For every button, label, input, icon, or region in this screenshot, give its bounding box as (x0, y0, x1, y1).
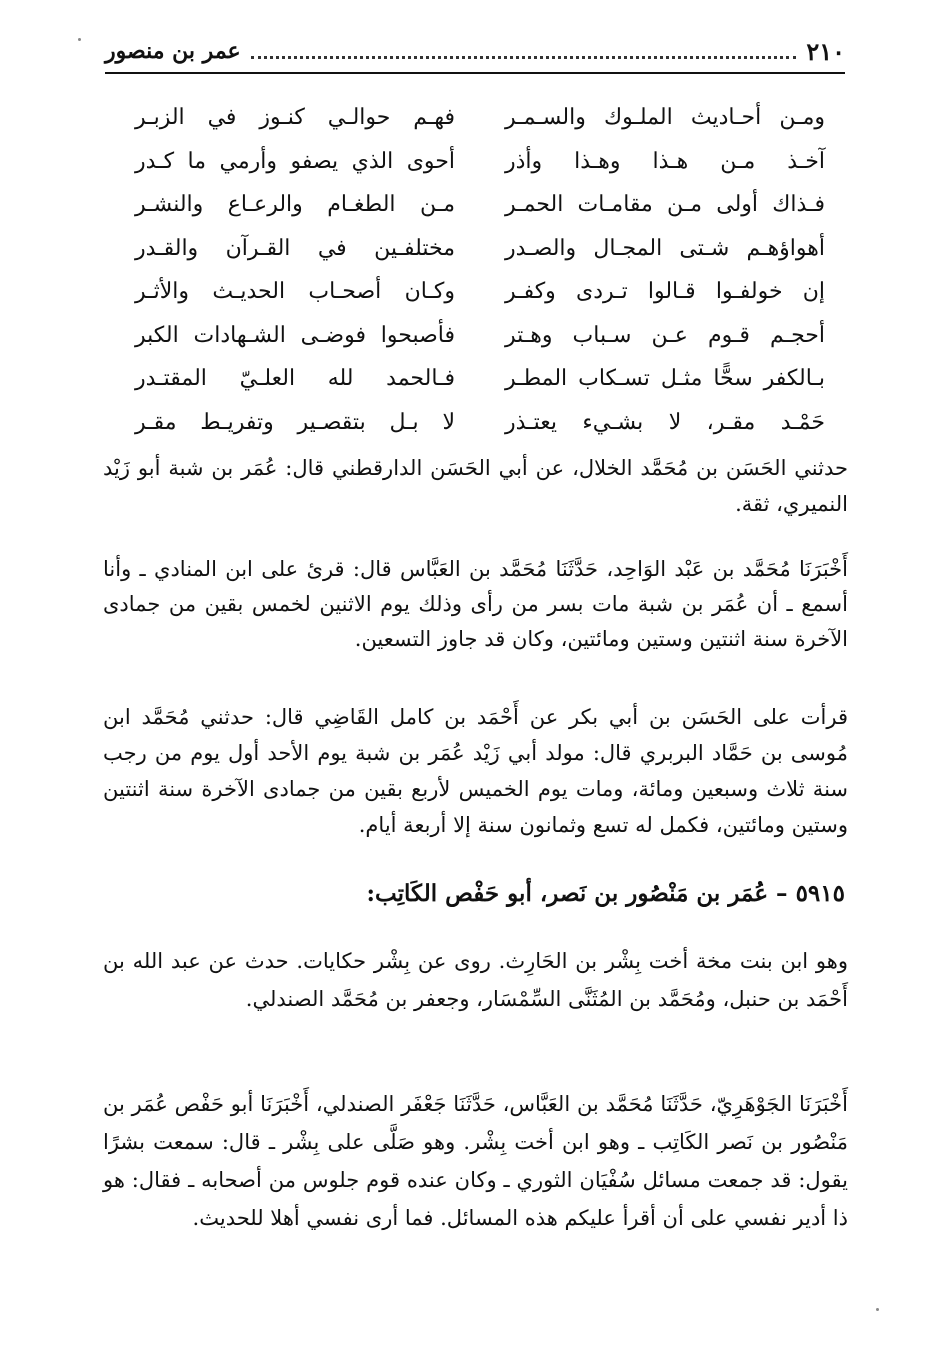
poem-verse (135, 357, 825, 401)
verse-first-hemistich: بـالكفر سحًّا مثـل تسـكاب المطـر (505, 366, 825, 392)
page-header (105, 30, 845, 74)
verse-first-hemistich: ومـن أحـاديث الملـوك والسـمـر (505, 105, 825, 131)
poem-verse (135, 401, 825, 445)
header-dots-divider (251, 44, 797, 59)
verse-second-hemistich: فـالحمد لله العلـيّ المقتـدر (135, 366, 455, 392)
entry-heading: ٥٩١٥ – عُمَر بن مَنْصُور بن نَصر، أبو حَفْص الكَاتِب: (366, 880, 845, 907)
verse-second-hemistich: وكـان أصحـاب الحديـث والأثـر (135, 279, 455, 305)
verse-first-hemistich: آخـذ مـن هـذا وهـذا وأذر (505, 148, 825, 174)
poem-verse (135, 96, 825, 140)
poem-verse (135, 270, 825, 314)
running-title: عمر بن منصور (105, 38, 241, 64)
verse-first-hemistich: أحجـم قـوم عـن سـباب وهـتر (505, 322, 825, 348)
poem-verse (135, 183, 825, 227)
paragraph-narration-1: حدثني الحَسَن بن مُحَمَّد الخلال، عن أبي الحَسَن الدارقطني قال: عُمَر بن شبة أبو زَيْد النميري، ثقة. (103, 456, 848, 516)
paragraph-entry-narration: أَخْبَرَنَا الجَوْهَرِيّ، حَدَّثَنَا مُحَمَّد بن العَبَّاس، حَدَّثَنَا جَعْفَر الصندلي، أَخْبَرَنَا أبو حَفْص عُمَر بن مَنْصُور بن نَصر الكَاتِب ـ وهو ابن أخت بِشْر. وهو صَلَّى على بِشْر ـ قال: سمعت بشرًا يقول: قد جمعت مسائل سُفْيَان الثوري ـ وكان عنده قوم جلوس من أصحابه ـ فقال: هو ذا أدير نفسي على أن أقرأ عليكم هذه المسائل. فما أرى نفسي أهلا للحديث. (103, 1092, 848, 1230)
verse-first-hemistich: إن خولفـوا قـالوا تـردى وكفـر (505, 279, 825, 305)
verse-first-hemistich: أهواؤهـم شـتى المجـال والصـدر (505, 235, 825, 261)
page-number: ٢١٠ (806, 36, 845, 66)
verse-second-hemistich: فهـم حوالـي كنـوز في الزبـر (135, 105, 455, 131)
paragraph-narration-3: قرأت على الحَسَن بن أبي بكر عن أَحْمَد بن كامل القَاضِي قال: حدثني مُحَمَّد ابن مُوسى بن حَمَّاد البربري قال: مولد أبي زَيْد عُمَر بن شبة يوم الأحد أول يوم من رجب سنة ثلاث وسبعين ومائة، ومات يوم الخميس لأربع بقين من جمادى الآخرة سنة اثنتين وستين ومائتين، فكمل له تسع وثمانون سنة إلا أربعة أيام. (103, 705, 848, 837)
verse-second-hemistich: مـن الطغـام والرعـاع والنشـر (135, 192, 455, 218)
scan-speck (876, 1308, 879, 1311)
verse-second-hemistich: مختلفـين في القـرآن والقـدر (135, 235, 455, 261)
verse-first-hemistich: فـذاك أولى مـن مقامـات الحمـر (505, 192, 825, 218)
paragraph-entry-bio: وهو ابن بنت مخة أخت بِشْر بن الحَارِث. روى عن بِشْر حكايات. حدث عن عبد الله بن أَحْمَد بن حنبل، ومُحَمَّد بن المُثَنَّى السِّمْسَار، وجعفر بن مُحَمَّد الصندلي. (103, 949, 848, 1011)
poem-verse (135, 227, 825, 271)
poem-verse (135, 314, 825, 358)
verse-second-hemistich: أحوى الذي يصفو وأرمي ما كـدر (135, 148, 455, 174)
verse-first-hemistich: حَمْـد مقـر، لا بشـيء يعتـذر (505, 409, 825, 435)
poem-verse (135, 140, 825, 184)
paragraph-narration-2: أَخْبَرَنَا مُحَمَّد بن عَبْد الوَاحِد، حَدَّثَنَا مُحَمَّد بن العَبَّاس قال: قرئ على ابن المنادي ـ وأنا أسمع ـ أن عُمَر بن شبة مات بسر من رأى وذلك يوم الاثنين لخمس بقين من جمادى الآخرة سنة اثنتين وستين ومائتين، وكان قد جاوز التسعين. (103, 557, 848, 651)
verse-second-hemistich: فأصبحوا فوضـى الشـهادات الكبر (135, 322, 455, 348)
scan-speck (78, 38, 81, 41)
poem-block (135, 96, 825, 444)
verse-second-hemistich: لا بـل بتقصـير وتفريـط مقـر (135, 409, 455, 435)
